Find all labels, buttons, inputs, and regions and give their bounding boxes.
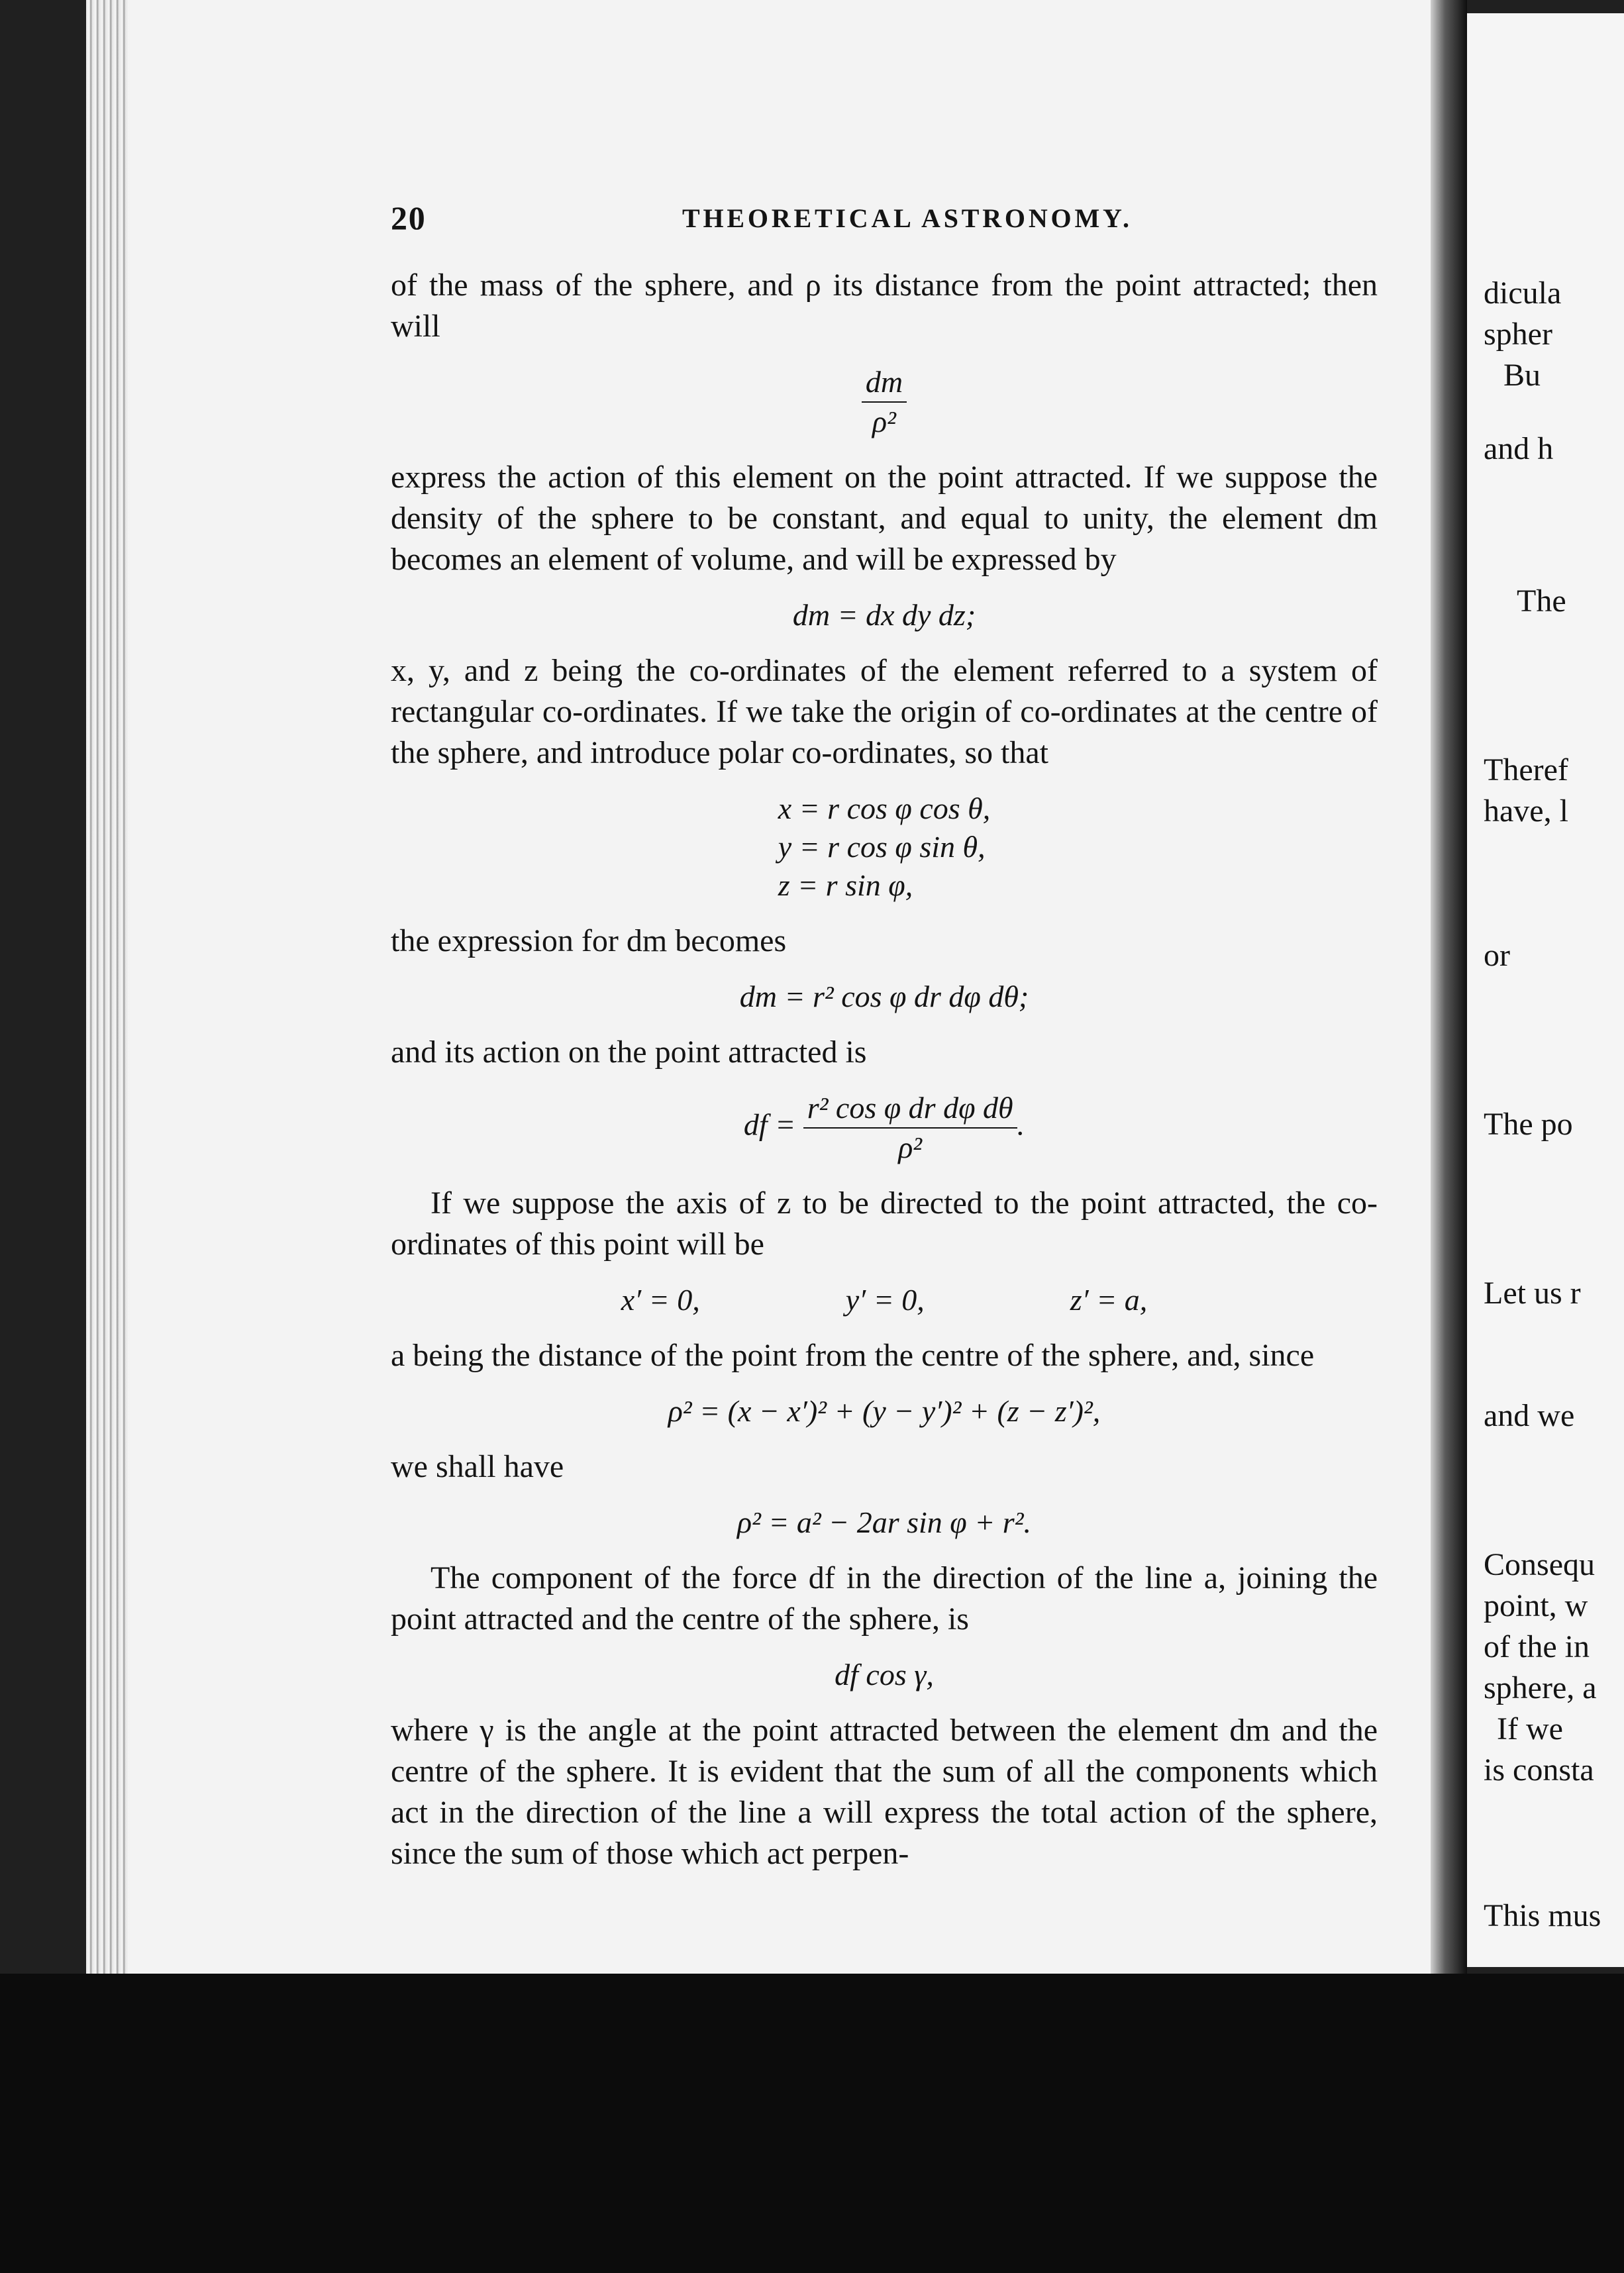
right-page-line: sphere, a <box>1484 1670 1597 1705</box>
right-page-line: spher <box>1484 317 1552 352</box>
right-page-line: Consequ <box>1484 1547 1595 1582</box>
running-title: THEORETICAL ASTRONOMY. <box>682 203 1133 233</box>
paragraph: a being the distance of the point from the centre of the sphere, and, since <box>391 1338 1315 1373</box>
paragraph: of the mass of the sphere, and ρ its distance from the point attracted; then will <box>391 268 1378 344</box>
right-page-line: and h <box>1484 431 1554 466</box>
bottom-shadow <box>0 1974 1624 2273</box>
fraction-denominator: ρ² <box>872 405 896 438</box>
right-page-line: or <box>1484 938 1510 973</box>
page-edges <box>86 0 132 1974</box>
equation <box>391 1089 1378 1167</box>
body-text <box>391 265 1378 1874</box>
right-page-line: This mus <box>1484 1898 1601 1933</box>
right-page-line: If we <box>1497 1711 1563 1746</box>
fraction-numerator: r² cos φ dr dφ dθ <box>803 1089 1017 1129</box>
paragraph: we shall have <box>391 1449 564 1484</box>
equation-row <box>391 1281 1378 1319</box>
right-page-line: dicula <box>1484 276 1562 311</box>
equation <box>391 363 1378 441</box>
right-page-line: Bu <box>1503 358 1541 393</box>
right-page-line: The po <box>1484 1107 1573 1142</box>
right-page-line: Let us r <box>1484 1276 1581 1311</box>
right-page-line: and we <box>1484 1398 1575 1433</box>
equation: dm = dx dy dz; <box>792 598 976 632</box>
right-page-line: is consta <box>1484 1752 1594 1788</box>
paragraph: where γ is the angle at the point attracted between the element dm and the centre of the sphere. It is evident that the sum of all the components which act in the direction of the line a will express the total action of the sphere, since the sum of those which act perpen- <box>391 1713 1378 1871</box>
book-gutter <box>1431 0 1467 1987</box>
fraction-denominator: ρ² <box>898 1131 923 1164</box>
paragraph: express the action of this element on the point attracted. If we suppose the density of the sphere to be constant, and equal to unity, the element dm becomes an element of volume, and will be expressed by <box>391 460 1378 577</box>
fraction <box>862 363 907 441</box>
paragraph: the expression for dm becomes <box>391 923 787 958</box>
equation: ρ² = a² − 2ar sin φ + r². <box>736 1505 1031 1539</box>
paragraph: and its action on the point attracted is <box>391 1035 867 1070</box>
fraction <box>803 1089 1017 1167</box>
equation-end: . <box>1017 1107 1025 1142</box>
equation-lhs: df = <box>743 1107 796 1142</box>
equation-line: y = r cos φ sin θ, <box>778 830 986 864</box>
right-page-line: Theref <box>1484 752 1568 787</box>
page-header <box>391 199 1378 238</box>
equation-line: x = r cos φ cos θ, <box>778 791 991 825</box>
paragraph: If we suppose the axis of z to be directed to the point attracted, the co-ordinates of this point will be <box>391 1186 1378 1262</box>
right-page-line: point, w <box>1484 1588 1588 1623</box>
equation-part: y′ = 0, <box>845 1283 925 1317</box>
right-page-line: The <box>1517 583 1566 619</box>
paragraph: x, y, and z being the co-ordinates of the element referred to a system of rectangular co-ordinates. If we take the origin of co-ordinates at the centre of the sphere, and introduce polar co-ordinates, so that <box>391 653 1378 770</box>
equation-part: x′ = 0, <box>621 1283 700 1317</box>
equation-group <box>391 789 1378 905</box>
right-page <box>1467 13 1624 1967</box>
equation: dm = r² cos φ dr dφ dθ; <box>739 980 1029 1013</box>
fraction-numerator: dm <box>862 363 907 403</box>
paragraph: The component of the force df in the direction of the line a, joining the point attracted and the centre of the sphere, is <box>391 1560 1378 1637</box>
right-page-line: have, l <box>1484 793 1568 829</box>
equation: df cos γ, <box>835 1658 934 1692</box>
page-number: 20 <box>391 199 427 236</box>
equation-part: z′ = a, <box>1070 1283 1148 1317</box>
right-page-line: of the in <box>1484 1629 1590 1664</box>
equation: ρ² = (x − x′)² + (y − y′)² + (z − z′)², <box>668 1394 1101 1428</box>
equation-line: z = r sin φ, <box>778 868 913 902</box>
